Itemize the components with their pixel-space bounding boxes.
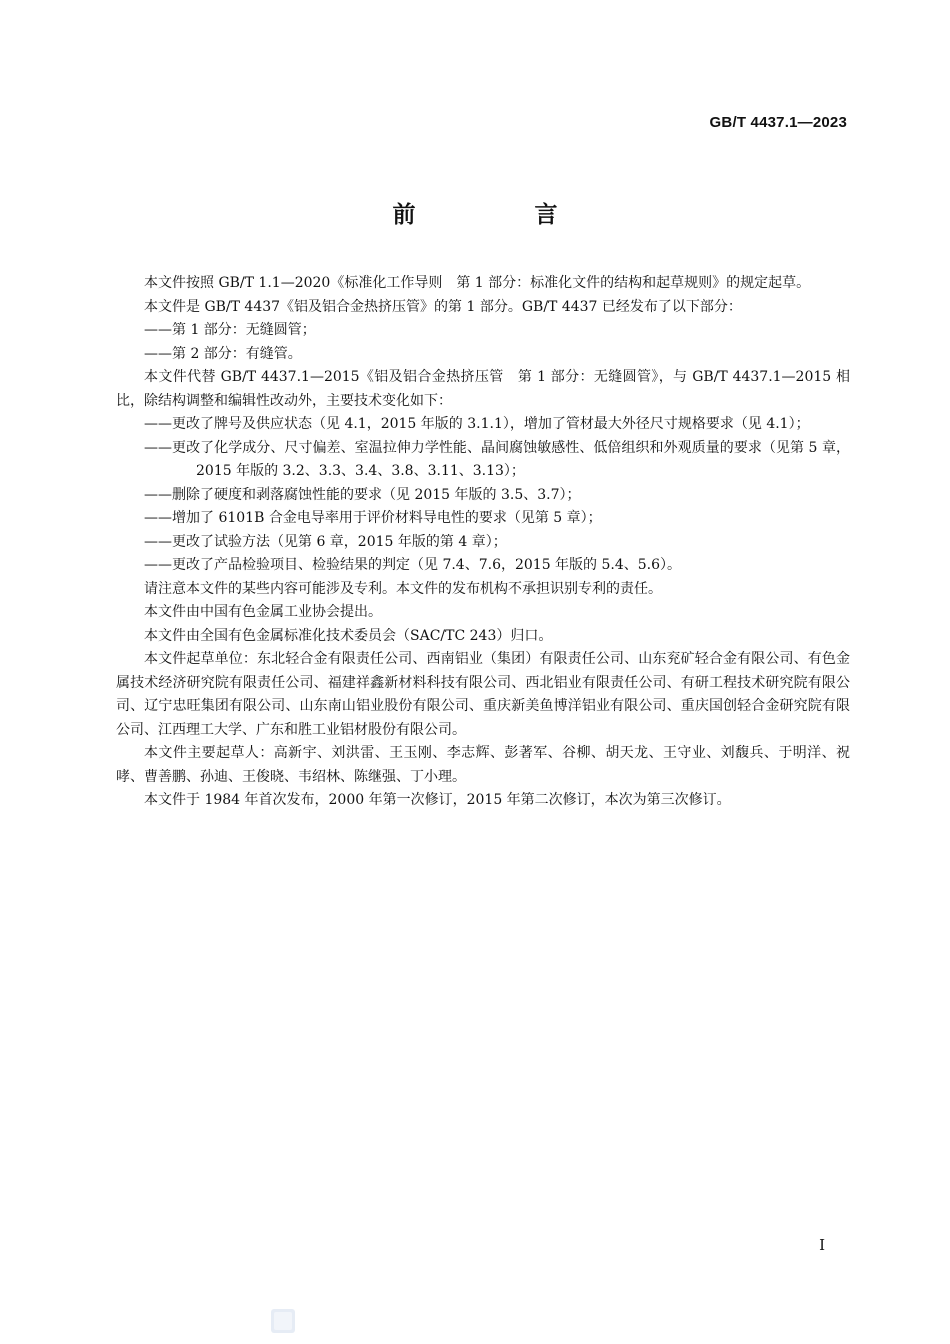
paragraph-drafters: 本文件主要起草人：高新宇、刘洪雷、王玉刚、李志辉、彭著军、谷柳、胡天龙、王守业、刘馥兵、于明洋、祝哮、曹善鹏、孙迪、王俊晓、韦绍林、陈继强、丁小理。	[116, 745, 850, 785]
list-item: ——更改了牌号及供应状态（见 4.1，2015 年版的 3.1.1），增加了管材最大外径尺寸规格要求（见 4.1）；	[144, 416, 810, 432]
list-item: ——更改了化学成分、尺寸偏差、室温拉伸力学性能、晶间腐蚀敏感性、低倍组织和外观质量的要求（见第 5 章，2015 年版的 3.2、3.3、3.4、3.8、3.11、3.13）；	[144, 439, 850, 479]
list-item: ——增加了 6101B 合金电导率用于评价材料导电性的要求（见第 5 章）；	[144, 510, 602, 526]
paragraph-part-info: 本文件是 GB/T 4437《铝及铝合金热挤压管》的第 1 部分。GB/T 4437 已经发布了以下部分：	[144, 298, 742, 315]
standard-code: GB/T 4437.1—2023	[709, 114, 847, 131]
foreword-body	[116, 272, 850, 813]
page-number: I	[819, 1236, 825, 1254]
list-item: ——更改了试验方法（见第 6 章，2015 年版的第 4 章）；	[144, 533, 507, 550]
paragraph-drafting-rules: 本文件按照 GB/T 1.1—2020《标准化工作导则 第 1 部分：标准化文件的结构和起草规则》的规定起草。	[144, 275, 811, 291]
page-title: 前 言	[392, 202, 606, 228]
paragraph-committee: 本文件由全国有色金属标准化技术委员会（SAC/TC 243）归口。	[144, 627, 553, 644]
paragraph-drafting-units: 本文件起草单位：东北轻合金有限责任公司、西南铝业（集团）有限责任公司、山东兖矿轻合金有限公司、有色金属技术经济研究院有限责任公司、福建祥鑫新材料科技有限公司、西北铝业有限责任公司、有研工程技术研究院有限公司、辽宁忠旺集团有限公司、山东南山铝业股份有限公司、重庆新美鱼博洋铝业有限公司、重庆国创轻合金研究院有限公司、江西理工大学、广东和胜工业铝材股份有限公司。	[116, 651, 850, 738]
list-item: ——删除了硬度和剥落腐蚀性能的要求（见 2015 年版的 3.5、3.7）；	[144, 486, 581, 503]
list-item: ——第 2 部分：有缝管。	[144, 345, 302, 362]
paragraph-replacement: 本文件代替 GB/T 4437.1—2015《铝及铝合金热挤压管 第 1 部分：无缝圆管》，与 GB/T 4437.1—2015 相比，除结构调整和编辑性改动外，主要技术变化如下：	[116, 369, 850, 409]
paragraph-proposer: 本文件由中国有色金属工业协会提出。	[144, 604, 382, 620]
paragraph-history: 本文件于 1984 年首次发布，2000 年第一次修订，2015 年第二次修订，本次为第三次修订。	[144, 792, 731, 808]
list-item: ——第 1 部分：无缝圆管；	[144, 322, 316, 338]
paragraph-patent-notice: 请注意本文件的某些内容可能涉及专利。本文件的发布机构不承担识别专利的责任。	[144, 580, 662, 597]
sac-watermark-icon	[270, 1308, 296, 1334]
list-item: ——更改了产品检验项目、检验结果的判定（见 7.4、7.6，2015 年版的 5.4、5.6）。	[144, 557, 682, 573]
